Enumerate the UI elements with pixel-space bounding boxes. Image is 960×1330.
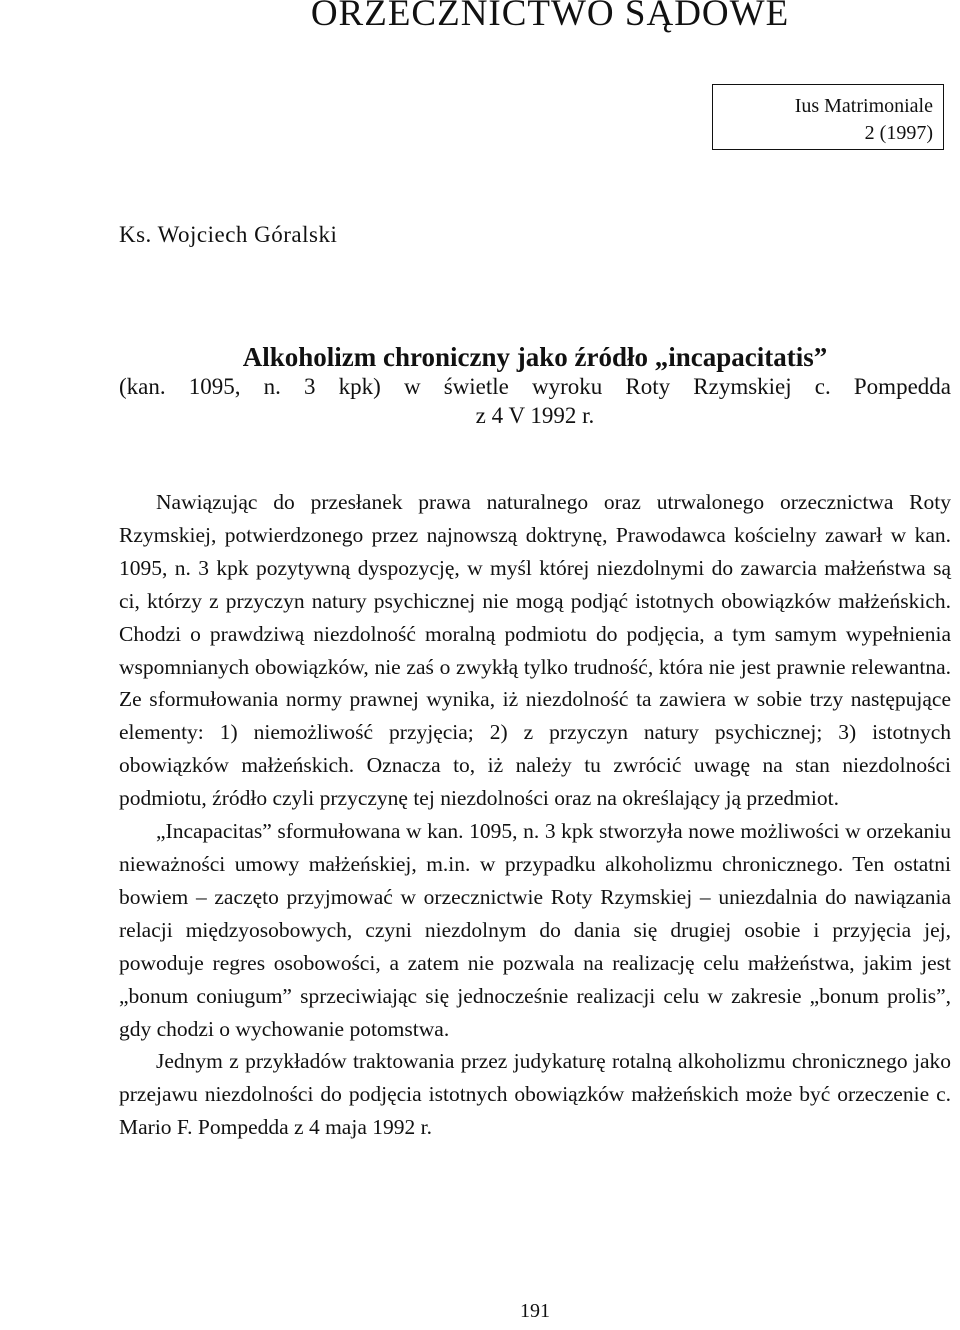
body-paragraph: Jednym z przykładów traktowania przez judykaturę rotalną alkoholizmu chronicznego jako przejawu niezdolności do podjęcia istotnych obowiązków małżeńskich może być orzeczenie c. Mario F. Pompedda z 4 maja 1992 r. [119,1049,951,1140]
journal-name: Ius Matrimoniale [794,95,933,117]
article-body [119,486,951,1144]
article-title-sub: (kan. 1095, n. 3 kpk) w świetle wyroku Roty Rzymskiej c. Pompedda [119,374,951,399]
author-name: Ks. Wojciech Góralski [119,222,338,247]
journal-issue: 2 (1997) [864,122,933,144]
article-title-main: Alkoholizm chroniczny jako źródło „incapacitatis” [242,342,828,372]
journal-info-box [712,84,944,150]
article-title [119,343,951,430]
body-paragraph: Nawiązując do przesłanek prawa naturalnego oraz utrwalonego orzecznictwa Roty Rzymskiej, potwierdzonego przez najnowszą doktrynę, Prawodawca kościelny zawarł w kan. 1095, n. 3 kpk pozytywną dyspozycję, w myśl której niezdolnymi do zawarcia małżeństwa są ci, którzy z przyczyn natury psychicznej nie mogą podjąć istotnych obowiązków małżeńskich. Chodzi o prawdziwą niezdolność moralną podmiotu do podjęcia, a tym samym wypełnienia wspomnianych obowiązków, nie zaś o zwykłą tylko trudność, która nie jest prawnie relewantna. Ze sformułowania normy prawnej wynika, iż niezdolność ta zawiera w sobie trzy następujące elementy: 1) niemożliwość przyjęcia; 2) z przyczyn natury psychicznej; 3) istotnych obowiązków małżeńskich. Oznacza to, iż należy tu zwrócić uwagę na stan niezdolności podmiotu, źródło czyli przyczynę tej niezdolności oraz na określający ją przedmiot. [119,490,951,811]
article-title-date: z 4 V 1992 r. [475,403,595,428]
body-paragraph: „Incapacitas” sformułowana w kan. 1095, n. 3 kpk stworzyła nowe możliwości w orzekaniu nieważności umowy małżeńskiej, m.in. w przypadku alkoholizmu chronicznego. Ten ostatni bowiem – zaczęto przyjmować w orzecznictwie Roty Rzymskiej – uniezdalnia do nawiązania relacji międzyosobowych, czyni niezdolnym do dania się drugiej osobie i przyjęcia jej, powoduje regres osobowości, a zatem nie pozwala na realizację celu małżeństwa, jakim jest „bonum coniugum” sprzeciwiając się jednocześnie realizacji celu w zakresie „bonum prolis”, gdy chodzi o wychowanie potomstwa. [119,819,951,1041]
page-number: 191 [520,1300,550,1322]
section-header: ORZECZNICTWO SĄDOWE [310,0,790,34]
